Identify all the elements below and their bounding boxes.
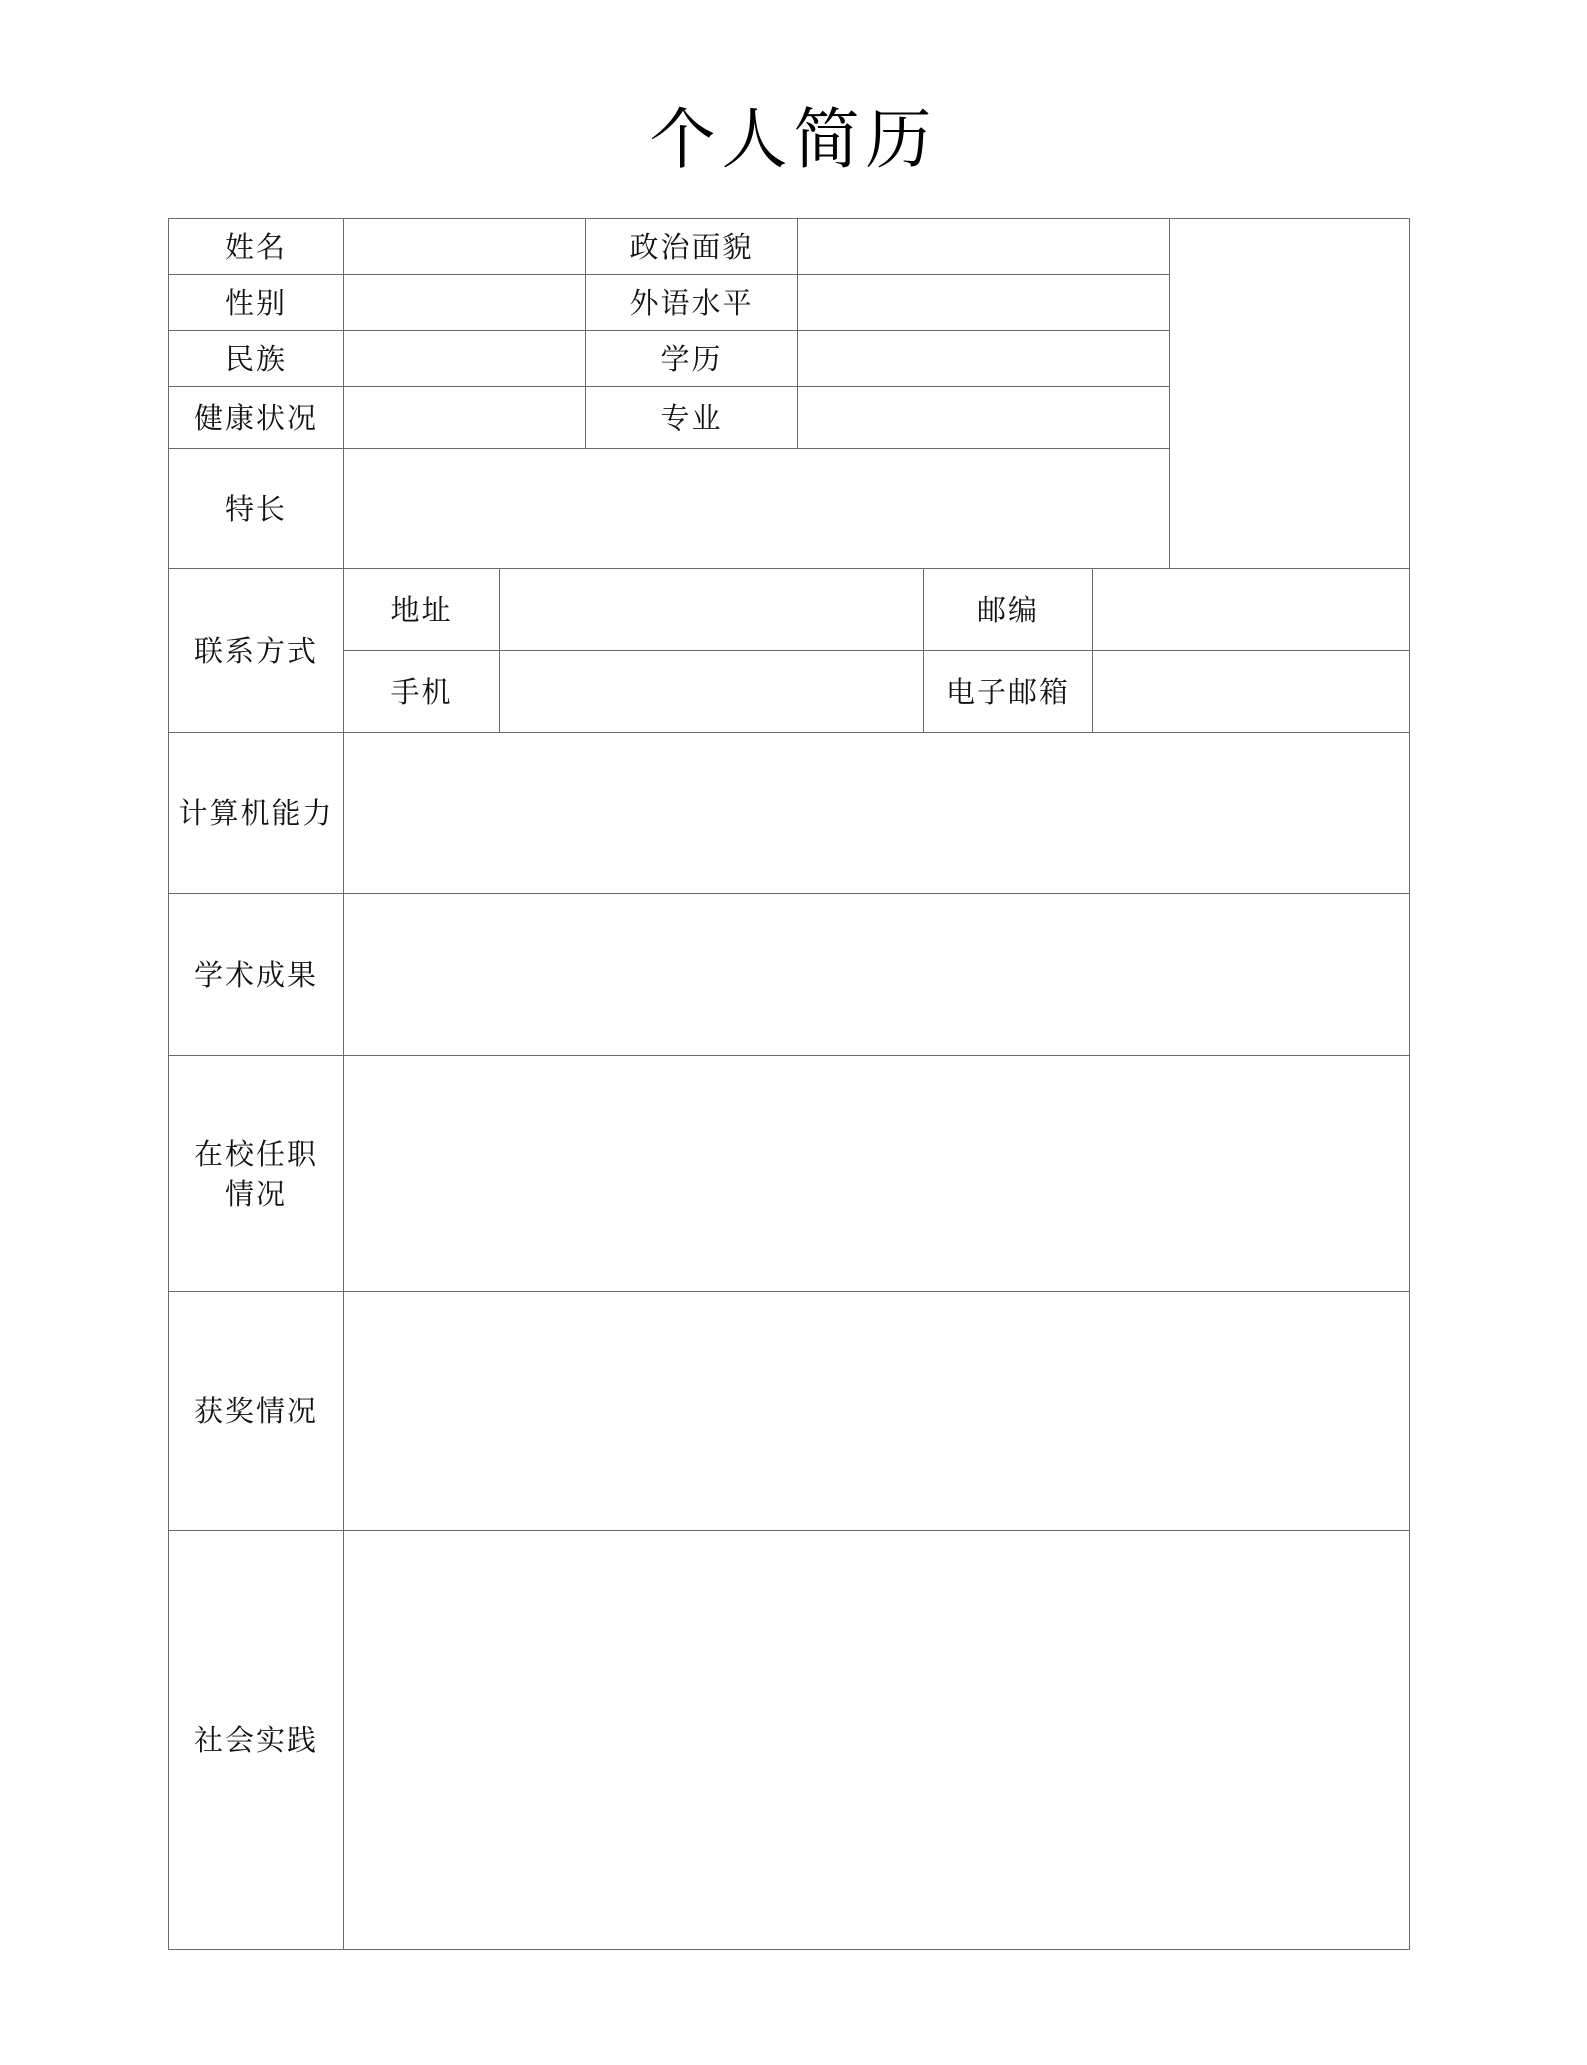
ethnicity-value-cell[interactable]: [343, 330, 586, 387]
contact-label: 联系方式: [193, 633, 318, 668]
name-value-cell[interactable]: [343, 218, 586, 275]
name-label: 姓名: [224, 229, 287, 264]
health-label: 健康状况: [193, 400, 318, 435]
email-label-cell: [923, 650, 1093, 733]
computer-skills-label: 计算机能力: [178, 796, 334, 830]
specialty-label-cell: [168, 448, 344, 569]
gender-label: 性别: [224, 285, 287, 320]
mobile-label-cell: [343, 650, 500, 733]
political-status-value-cell[interactable]: [797, 218, 1170, 275]
page-title: 个人简历: [649, 101, 938, 178]
name-label-cell: [168, 218, 344, 275]
health-label-cell: [168, 386, 344, 449]
address-value-cell[interactable]: [499, 568, 924, 651]
political-status-label: 政治面貌: [629, 229, 754, 264]
education-value-cell[interactable]: [797, 330, 1170, 387]
major-label: 专业: [660, 400, 723, 435]
address-label: 地址: [390, 592, 453, 627]
political-status-label-cell: [585, 218, 798, 275]
contact-label-cell: [168, 568, 344, 733]
social-practice-label: 社会实践: [193, 1723, 318, 1757]
education-label-cell: [585, 330, 798, 387]
academic-achievements-label: 学术成果: [193, 957, 318, 992]
specialty-label: 特长: [224, 491, 287, 526]
address-label-cell: [343, 568, 500, 651]
foreign-language-value-cell[interactable]: [797, 274, 1170, 331]
specialty-value-cell[interactable]: [343, 448, 1170, 569]
academic-achievements-label-cell: [168, 893, 344, 1056]
campus-positions-label: 在校任职 情况: [193, 1136, 318, 1211]
major-value-cell[interactable]: [797, 386, 1170, 449]
mobile-value-cell[interactable]: [499, 650, 924, 733]
campus-positions-label-cell: [168, 1055, 344, 1292]
email-label: 电子邮箱: [945, 674, 1070, 709]
photo-cell[interactable]: [1169, 218, 1410, 569]
awards-value-cell[interactable]: [343, 1291, 1410, 1531]
resume-table: [168, 218, 1410, 1950]
awards-label-cell: [168, 1291, 344, 1531]
postcode-value-cell[interactable]: [1092, 568, 1410, 651]
social-practice-value-cell[interactable]: [343, 1530, 1410, 1950]
campus-positions-value-cell[interactable]: [343, 1055, 1410, 1292]
major-label-cell: [585, 386, 798, 449]
awards-label: 获奖情况: [193, 1394, 318, 1428]
computer-skills-value-cell[interactable]: [343, 732, 1410, 894]
foreign-language-label-cell: [585, 274, 798, 331]
gender-label-cell: [168, 274, 344, 331]
computer-skills-label-cell: [168, 732, 344, 894]
ethnicity-label-cell: [168, 330, 344, 387]
mobile-label: 手机: [390, 674, 453, 709]
gender-value-cell[interactable]: [343, 274, 586, 331]
email-value-cell[interactable]: [1092, 650, 1410, 733]
ethnicity-label: 民族: [224, 341, 287, 376]
education-label: 学历: [660, 341, 723, 376]
postcode-label-cell: [923, 568, 1093, 651]
academic-achievements-value-cell[interactable]: [343, 893, 1410, 1056]
foreign-language-label: 外语水平: [629, 285, 754, 320]
health-value-cell[interactable]: [343, 386, 586, 449]
social-practice-label-cell: [168, 1530, 344, 1950]
postcode-label: 邮编: [976, 592, 1039, 627]
